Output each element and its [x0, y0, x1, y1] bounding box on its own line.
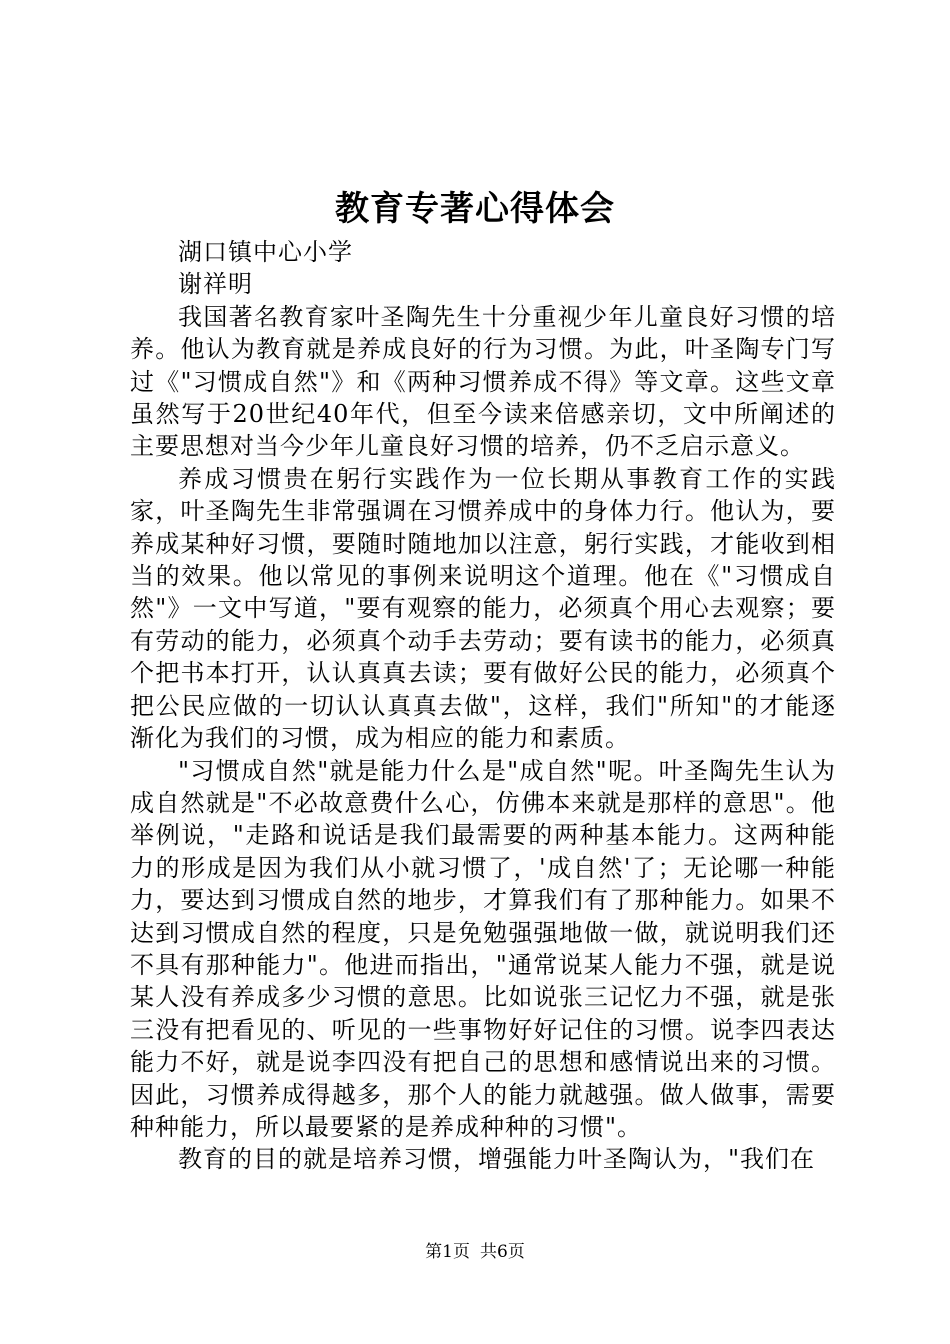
paragraph: "习惯成自然"就是能力什么是"成自然"呢。叶圣陶先生认为成自然就是"不必故意费什么心，仿佛本来就是那样的意思"。他举例说，"走路和说话是我们最需要的两种基本能力。这两种能力的形成是因为我们从小就习惯了，'成自然'了；无论哪一种能力，要达到习惯成自然的地步，才算我们有了那种能力。如果不达到习惯成自然的程度，只是免勉强强地做一做，就说明我们还不具有那种能力"。他进而指出，"通常说某人能力不强，就是说某人没有养成多少习惯的意思。比如说张三记忆力不强，就是张三没有把看见的、听见的一些事物好好记住的习惯。说李四表达能力不好，就是说李四没有把自己的思想和感情说出来的习惯。因此，习惯养成得越多，那个人的能力就越强。做人做事，需要种种能力，所以最要紧的是养成种种的习惯"。: [130, 756, 836, 1141]
paragraph: 养成习惯贵在躬行实践作为一位长期从事教育工作的实践家，叶圣陶先生非常强调在习惯养成中的身体力行。他认为，要养成某种好习惯，要随时随地加以注意，躬行实践，才能收到相当的效果。他以常见的事例来说明这个道理。他在《"习惯成自然"》一文中写道，"要有观察的能力，必须真个用心去观察；要有劳动的能力，必须真个动手去劳动；要有读书的能力，必须真个把书本打开，认认真真去读；要有做好公民的能力，必须真个把公民应做的一切认认真真去做"，这样，我们"所知"的才能逐渐化为我们的习惯，成为相应的能力和素质。: [130, 464, 836, 753]
paragraph: 教育的目的就是培养习惯，增强能力叶圣陶认为，"我们在: [178, 1145, 816, 1174]
author-name: 谢祥明: [178, 270, 253, 299]
paragraph: 我国著名教育家叶圣陶先生十分重视少年儿童良好习惯的培养。他认为教育就是养成良好的行为习惯。为此，叶圣陶专门写过《"习惯成自然"》和《两种习惯养成不得》等文章。这些文章虽然写于20世纪40年代，但至今读来倍感亲切，文中所阐述的主要思想对当今少年儿童良好习惯的培养，仍不乏启示意义。: [130, 302, 836, 461]
document-body: [130, 236, 836, 1176]
page-footer: [0, 1240, 950, 1264]
school-name: 湖口镇中心小学: [178, 238, 353, 266]
page-number: 第1页: [425, 1242, 470, 1262]
page-total: 共6页: [480, 1242, 525, 1262]
document-title: 教育专著心得体会: [335, 189, 615, 229]
